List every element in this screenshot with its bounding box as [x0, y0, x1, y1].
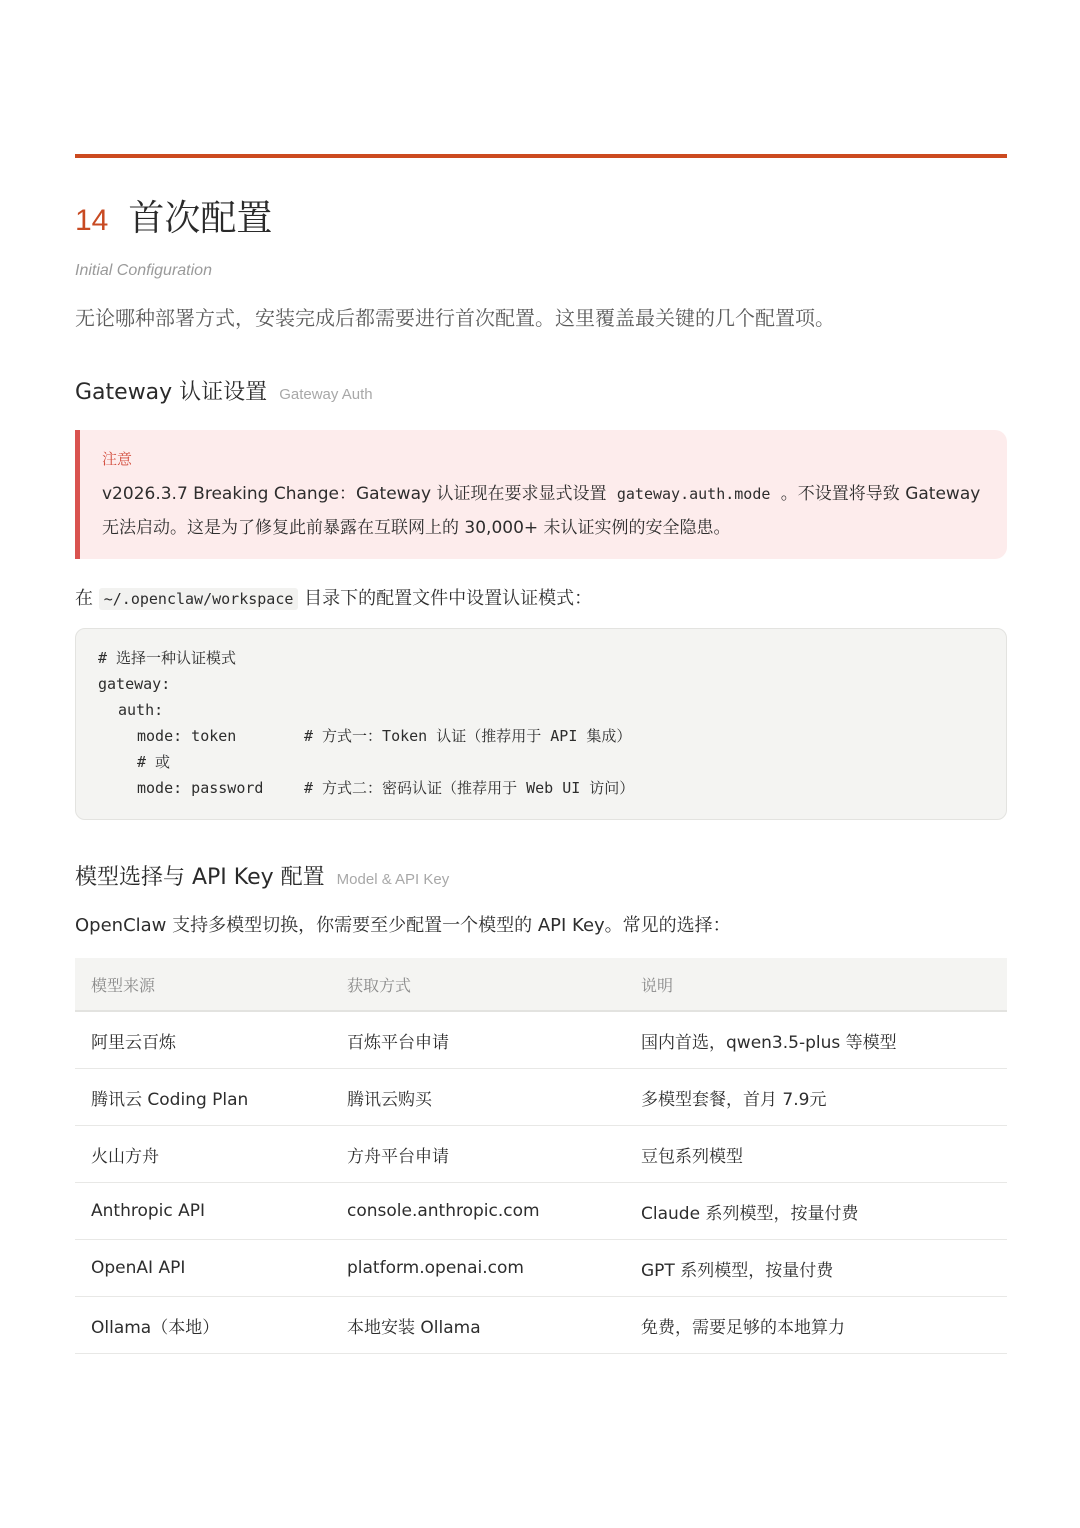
code-line-comment: # 选择一种认证模式 [98, 649, 237, 667]
table-cell: 腾讯云购买 [331, 1069, 625, 1126]
table-cell: 腾讯云 Coding Plan [75, 1069, 331, 1126]
section-title: Gateway 认证设置 [75, 380, 268, 405]
chapter-top-rule [75, 154, 1007, 158]
callout-text-after: 。不设置将导致 Gateway 无法启动。这是为了修复此前暴露在互联网上的 30,000+ 未认证实例的安全隐患。 [102, 484, 981, 538]
section-title: 模型选择与 API Key 配置 [75, 865, 325, 890]
code-line-gateway: gateway: [98, 675, 171, 693]
table-row [75, 1069, 1007, 1126]
table-header-method: 获取方式 [331, 958, 625, 1011]
table-cell: Ollama（本地） [75, 1297, 331, 1354]
callout-text-before: v2026.3.7 Breaking Change：Gateway 认证现在要求显式设置 [102, 484, 612, 504]
table-row [75, 1011, 1007, 1069]
config-path-paragraph [75, 584, 592, 610]
table-row [75, 1240, 1007, 1297]
yaml-code-block[interactable] [75, 628, 1007, 820]
code-line-mode-password [98, 775, 984, 801]
table-cell: 国内首选，qwen3.5-plus 等模型 [625, 1011, 1007, 1069]
chapter-subtitle-en: Initial Configuration [75, 262, 212, 279]
callout-inline-code: gateway.auth.mode [616, 485, 771, 503]
table-cell: 阿里云百炼 [75, 1011, 331, 1069]
section-title-en: Gateway Auth [279, 386, 373, 403]
code-line-auth: auth: [118, 701, 164, 719]
table-header-notes: 说明 [625, 958, 1007, 1011]
para-text-after: 目录下的配置文件中设置认证模式： [304, 588, 593, 609]
table-cell-link: console.anthropic.com [331, 1183, 625, 1240]
callout-body [102, 477, 985, 545]
callout-label: 注意 [102, 450, 133, 468]
table-row [75, 1297, 1007, 1354]
table-header-source: 模型来源 [75, 958, 331, 1011]
code-comment-password: # 方式二：密码认证（推荐用于 Web UI 访问） [304, 779, 635, 797]
chapter-title: 首次配置 [128, 198, 273, 239]
section-heading-models [75, 860, 449, 891]
table-cell: 免费，需要足够的本地算力 [625, 1297, 1007, 1354]
table-cell-link: platform.openai.com [331, 1240, 625, 1297]
chapter-heading [75, 190, 272, 241]
table-cell: OpenAI API [75, 1240, 331, 1297]
chapter-number: 14 [75, 204, 109, 237]
warning-callout [75, 430, 1007, 559]
workspace-path-code: ~/.openclaw/workspace [99, 588, 299, 610]
table-cell: GPT 系列模型，按量付费 [625, 1240, 1007, 1297]
code-line-or: # 或 [137, 753, 171, 771]
code-mode-token: mode: token [137, 727, 237, 745]
table-header-row [75, 958, 1007, 1011]
table-cell: 本地安装 Ollama [331, 1297, 625, 1354]
code-mode-password: mode: password [137, 779, 264, 797]
table-cell: 百炼平台申请 [331, 1011, 625, 1069]
table-cell: Anthropic API [75, 1183, 331, 1240]
code-line-mode-token [98, 723, 984, 749]
table-cell: 方舟平台申请 [331, 1126, 625, 1183]
table-cell: 多模型套餐，首月 7.9元 [625, 1069, 1007, 1126]
section-heading-gateway [75, 375, 373, 406]
model-sources-table [75, 958, 1007, 1354]
code-comment-token: # 方式一：Token 认证（推荐用于 API 集成） [304, 727, 632, 745]
table-cell: Claude 系列模型，按量付费 [625, 1183, 1007, 1240]
table-cell: 火山方舟 [75, 1126, 331, 1183]
table-row [75, 1126, 1007, 1183]
table-row [75, 1183, 1007, 1240]
models-intro: OpenClaw 支持多模型切换，你需要至少配置一个模型的 API Key。常见的选择： [75, 915, 731, 936]
table-cell: 豆包系列模型 [625, 1126, 1007, 1183]
para-text-before: 在 [75, 588, 93, 609]
chapter-intro: 无论哪种部署方式，安装完成后都需要进行首次配置。这里覆盖最关键的几个配置项。 [75, 306, 835, 330]
section-title-en: Model & API Key [336, 871, 450, 888]
